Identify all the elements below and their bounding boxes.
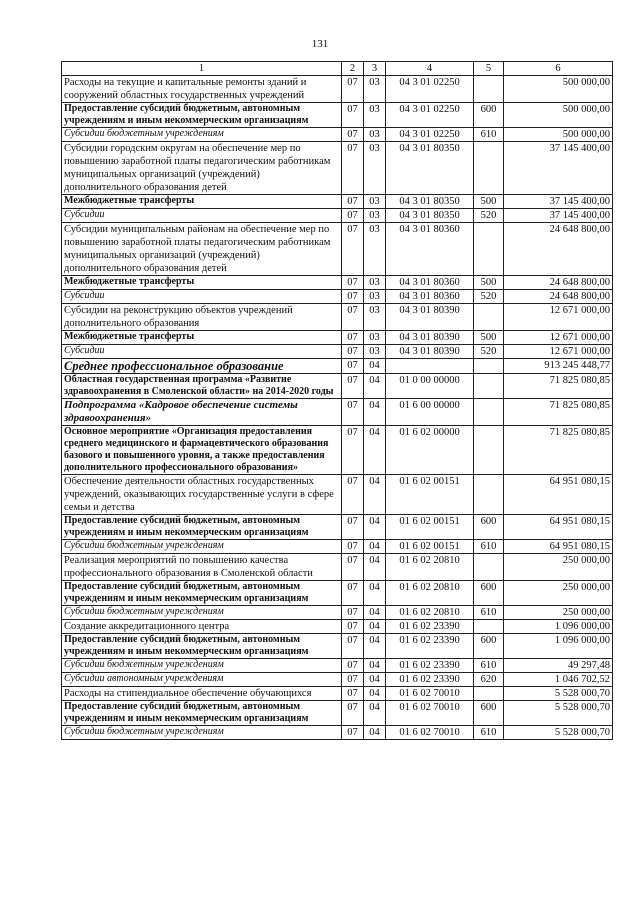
row-target-article: 01 6 02 00151 <box>386 515 474 540</box>
row-amount: 500 000,00 <box>504 128 613 142</box>
row-expense-type: 520 <box>474 290 504 304</box>
row-expense-type: 600 <box>474 581 504 606</box>
row-target-article: 01 6 02 20810 <box>386 554 474 581</box>
row-name: Субсидии на реконструкцию объектов учреждений дополнительного образования <box>62 304 342 331</box>
row-amount: 64 951 080,15 <box>504 540 613 554</box>
row-amount: 1 096 000,00 <box>504 634 613 659</box>
row-name: Среднее профессиональное образование <box>62 359 342 374</box>
row-name: Субсидии <box>62 345 342 359</box>
row-amount: 71 825 080,85 <box>504 399 613 426</box>
row-expense-type <box>474 687 504 701</box>
row-name: Областная государственная программа «Развитие здравоохранения в Смоленской области» на 2014-2020 годы <box>62 374 342 399</box>
row-expense-type: 500 <box>474 195 504 209</box>
budget-table <box>61 61 613 740</box>
row-section-code: 07 <box>342 554 364 581</box>
row-target-article: 04 3 01 80350 <box>386 209 474 223</box>
row-section-code: 07 <box>342 606 364 620</box>
header-col-5: 5 <box>474 62 504 76</box>
row-amount: 1 096 000,00 <box>504 620 613 634</box>
row-expense-type <box>474 374 504 399</box>
row-section-code: 07 <box>342 634 364 659</box>
row-name: Расходы на текущие и капитальные ремонты зданий и сооружений областных государственных учреждений <box>62 76 342 103</box>
row-name: Субсидии бюджетным учреждениям <box>62 726 342 740</box>
row-subsection-code: 04 <box>364 426 386 475</box>
row-target-article: 01 6 02 70010 <box>386 726 474 740</box>
row-expense-type <box>474 554 504 581</box>
table-row <box>62 128 613 142</box>
table-row <box>62 659 613 673</box>
row-subsection-code: 04 <box>364 359 386 374</box>
row-name: Субсидии бюджетным учреждениям <box>62 540 342 554</box>
row-subsection-code: 04 <box>364 581 386 606</box>
row-expense-type: 620 <box>474 673 504 687</box>
row-target-article <box>386 359 474 374</box>
table-row <box>62 581 613 606</box>
row-expense-type <box>474 620 504 634</box>
row-subsection-code: 04 <box>364 399 386 426</box>
row-name: Межбюджетные трансферты <box>62 331 342 345</box>
row-subsection-code: 04 <box>364 515 386 540</box>
row-subsection-code: 04 <box>364 687 386 701</box>
table-row <box>62 223 613 276</box>
row-amount: 250 000,00 <box>504 581 613 606</box>
table-row <box>62 634 613 659</box>
row-expense-type <box>474 76 504 103</box>
row-expense-type: 610 <box>474 726 504 740</box>
row-target-article: 04 3 01 80360 <box>386 223 474 276</box>
table-row <box>62 290 613 304</box>
row-subsection-code: 03 <box>364 290 386 304</box>
row-subsection-code: 03 <box>364 128 386 142</box>
table-row <box>62 76 613 103</box>
row-target-article: 01 0 00 00000 <box>386 374 474 399</box>
row-target-article: 04 3 01 80350 <box>386 142 474 195</box>
row-name: Субсидии городским округам на обеспечение мер по повышению заработной платы педагогическим работникам муниципальных организаций (учреждений) дополнительного образования детей <box>62 142 342 195</box>
table-row <box>62 331 613 345</box>
header-col-3: 3 <box>364 62 386 76</box>
table-row <box>62 195 613 209</box>
row-target-article: 04 3 01 80360 <box>386 290 474 304</box>
row-amount: 37 145 400,00 <box>504 195 613 209</box>
row-section-code: 07 <box>342 331 364 345</box>
row-target-article: 04 3 01 80350 <box>386 195 474 209</box>
row-subsection-code: 03 <box>364 331 386 345</box>
row-section-code: 07 <box>342 673 364 687</box>
row-amount: 37 145 400,00 <box>504 142 613 195</box>
row-target-article: 01 6 02 70010 <box>386 701 474 726</box>
row-target-article: 01 6 02 00000 <box>386 426 474 475</box>
row-name: Предоставление субсидий бюджетным, автономным учреждениям и иным некоммерческим организациям <box>62 515 342 540</box>
row-expense-type: 500 <box>474 276 504 290</box>
row-amount: 71 825 080,85 <box>504 374 613 399</box>
row-expense-type: 520 <box>474 345 504 359</box>
row-subsection-code: 04 <box>364 701 386 726</box>
row-section-code: 07 <box>342 76 364 103</box>
row-expense-type: 600 <box>474 515 504 540</box>
row-section-code: 07 <box>342 359 364 374</box>
row-target-article: 01 6 02 23390 <box>386 634 474 659</box>
row-subsection-code: 04 <box>364 606 386 620</box>
row-amount: 250 000,00 <box>504 606 613 620</box>
row-amount: 1 046 702,52 <box>504 673 613 687</box>
row-section-code: 07 <box>342 475 364 515</box>
row-name: Реализация мероприятий по повышению качества профессионального образования в Смоленской области <box>62 554 342 581</box>
header-row <box>62 62 613 76</box>
row-amount: 250 000,00 <box>504 554 613 581</box>
row-section-code: 07 <box>342 345 364 359</box>
row-expense-type: 610 <box>474 540 504 554</box>
row-name: Предоставление субсидий бюджетным, автономным учреждениям и иным некоммерческим организациям <box>62 634 342 659</box>
row-target-article: 01 6 00 00000 <box>386 399 474 426</box>
row-name: Субсидии бюджетным учреждениям <box>62 128 342 142</box>
row-amount: 24 648 800,00 <box>504 290 613 304</box>
page-number: 131 <box>311 38 329 50</box>
row-target-article: 04 3 01 02250 <box>386 103 474 128</box>
table-row <box>62 374 613 399</box>
row-name: Подпрограмма «Кадровое обеспечение системы здравоохранения» <box>62 399 342 426</box>
row-section-code: 07 <box>342 223 364 276</box>
row-subsection-code: 03 <box>364 345 386 359</box>
row-subsection-code: 04 <box>364 634 386 659</box>
row-amount: 24 648 800,00 <box>504 276 613 290</box>
row-name: Субсидии автономным учреждениям <box>62 673 342 687</box>
row-amount: 12 671 000,00 <box>504 331 613 345</box>
table-row <box>62 687 613 701</box>
table-row <box>62 540 613 554</box>
row-expense-type <box>474 223 504 276</box>
row-expense-type <box>474 475 504 515</box>
table-row <box>62 426 613 475</box>
row-target-article: 01 6 02 20810 <box>386 581 474 606</box>
table-row <box>62 606 613 620</box>
row-expense-type <box>474 359 504 374</box>
row-name: Основное мероприятие «Организация предоставления среднего медицинского и фармацевтического образования базового и повышенного уровня, а также предоставления дополнительного профессионального образования» <box>62 426 342 475</box>
table-row <box>62 673 613 687</box>
row-amount: 71 825 080,85 <box>504 426 613 475</box>
row-target-article: 04 3 01 80390 <box>386 345 474 359</box>
row-target-article: 01 6 02 20810 <box>386 606 474 620</box>
row-target-article: 04 3 01 02250 <box>386 76 474 103</box>
row-section-code: 07 <box>342 304 364 331</box>
table-row <box>62 515 613 540</box>
row-target-article: 01 6 02 23390 <box>386 620 474 634</box>
row-expense-type: 600 <box>474 701 504 726</box>
row-name: Расходы на стипендиальное обеспечение обучающихся <box>62 687 342 701</box>
row-expense-type <box>474 304 504 331</box>
row-subsection-code: 04 <box>364 374 386 399</box>
row-subsection-code: 03 <box>364 304 386 331</box>
row-section-code: 07 <box>342 581 364 606</box>
row-section-code: 07 <box>342 374 364 399</box>
row-section-code: 07 <box>342 128 364 142</box>
row-section-code: 07 <box>342 209 364 223</box>
row-amount: 500 000,00 <box>504 103 613 128</box>
row-name: Предоставление субсидий бюджетным, автономным учреждениям и иным некоммерческим организациям <box>62 103 342 128</box>
table-row <box>62 475 613 515</box>
row-subsection-code: 03 <box>364 195 386 209</box>
row-amount: 49 297,48 <box>504 659 613 673</box>
row-subsection-code: 03 <box>364 276 386 290</box>
row-target-article: 01 6 02 70010 <box>386 687 474 701</box>
table-row <box>62 304 613 331</box>
row-subsection-code: 03 <box>364 76 386 103</box>
table-row <box>62 701 613 726</box>
row-subsection-code: 04 <box>364 620 386 634</box>
row-target-article: 04 3 01 80360 <box>386 276 474 290</box>
row-target-article: 01 6 02 23390 <box>386 659 474 673</box>
table-row <box>62 359 613 374</box>
row-section-code: 07 <box>342 726 364 740</box>
row-name: Межбюджетные трансферты <box>62 276 342 290</box>
row-section-code: 07 <box>342 399 364 426</box>
table-row <box>62 726 613 740</box>
row-subsection-code: 03 <box>364 142 386 195</box>
row-section-code: 07 <box>342 687 364 701</box>
table-row <box>62 142 613 195</box>
row-section-code: 07 <box>342 540 364 554</box>
row-target-article: 04 3 01 02250 <box>386 128 474 142</box>
row-target-article: 01 6 02 23390 <box>386 673 474 687</box>
row-amount: 500 000,00 <box>504 76 613 103</box>
row-name: Субсидии бюджетным учреждениям <box>62 659 342 673</box>
row-name: Субсидии бюджетным учреждениям <box>62 606 342 620</box>
table-row <box>62 345 613 359</box>
row-subsection-code: 03 <box>364 223 386 276</box>
row-target-article: 01 6 02 00151 <box>386 475 474 515</box>
table-row <box>62 103 613 128</box>
row-amount: 5 528 000,70 <box>504 701 613 726</box>
row-section-code: 07 <box>342 290 364 304</box>
row-amount: 24 648 800,00 <box>504 223 613 276</box>
row-amount: 913 245 448,77 <box>504 359 613 374</box>
row-expense-type: 610 <box>474 659 504 673</box>
row-expense-type: 520 <box>474 209 504 223</box>
row-expense-type: 600 <box>474 103 504 128</box>
row-expense-type <box>474 399 504 426</box>
row-expense-type <box>474 142 504 195</box>
row-amount: 64 951 080,15 <box>504 515 613 540</box>
row-subsection-code: 04 <box>364 554 386 581</box>
table-row <box>62 209 613 223</box>
row-name: Предоставление субсидий бюджетным, автономным учреждениям и иным некоммерческим организациям <box>62 581 342 606</box>
row-section-code: 07 <box>342 426 364 475</box>
row-target-article: 01 6 02 00151 <box>386 540 474 554</box>
header-col-2: 2 <box>342 62 364 76</box>
row-section-code: 07 <box>342 701 364 726</box>
header-col-1: 1 <box>62 62 342 76</box>
row-section-code: 07 <box>342 103 364 128</box>
row-name: Предоставление субсидий бюджетным, автономным учреждениям и иным некоммерческим организациям <box>62 701 342 726</box>
row-expense-type <box>474 426 504 475</box>
row-amount: 5 528 000,70 <box>504 726 613 740</box>
row-subsection-code: 04 <box>364 659 386 673</box>
row-subsection-code: 04 <box>364 726 386 740</box>
row-name: Межбюджетные трансферты <box>62 195 342 209</box>
header-col-6: 6 <box>504 62 613 76</box>
row-amount: 12 671 000,00 <box>504 345 613 359</box>
row-subsection-code: 03 <box>364 209 386 223</box>
row-subsection-code: 03 <box>364 103 386 128</box>
row-amount: 12 671 000,00 <box>504 304 613 331</box>
row-name: Субсидии <box>62 290 342 304</box>
row-expense-type: 610 <box>474 128 504 142</box>
row-name: Субсидии <box>62 209 342 223</box>
row-section-code: 07 <box>342 659 364 673</box>
header-col-4: 4 <box>386 62 474 76</box>
row-section-code: 07 <box>342 620 364 634</box>
row-section-code: 07 <box>342 276 364 290</box>
table-row <box>62 620 613 634</box>
row-amount: 37 145 400,00 <box>504 209 613 223</box>
row-expense-type: 500 <box>474 331 504 345</box>
row-expense-type: 610 <box>474 606 504 620</box>
row-name: Обеспечение деятельности областных государственных учреждений, оказывающих государственные услуги в сфере семьи и детства <box>62 475 342 515</box>
row-section-code: 07 <box>342 142 364 195</box>
row-amount: 5 528 000,70 <box>504 687 613 701</box>
row-section-code: 07 <box>342 515 364 540</box>
row-expense-type: 600 <box>474 634 504 659</box>
row-name: Субсидии муниципальным районам на обеспечение мер по повышению заработной платы педагогическим работникам муниципальных организаций (учреждений) дополнительного образования детей <box>62 223 342 276</box>
row-target-article: 04 3 01 80390 <box>386 331 474 345</box>
table-row <box>62 276 613 290</box>
table-row <box>62 399 613 426</box>
row-target-article: 04 3 01 80390 <box>386 304 474 331</box>
row-subsection-code: 04 <box>364 673 386 687</box>
row-section-code: 07 <box>342 195 364 209</box>
row-amount: 64 951 080,15 <box>504 475 613 515</box>
table-row <box>62 554 613 581</box>
row-subsection-code: 04 <box>364 475 386 515</box>
row-subsection-code: 04 <box>364 540 386 554</box>
row-name: Создание аккредитационного центра <box>62 620 342 634</box>
